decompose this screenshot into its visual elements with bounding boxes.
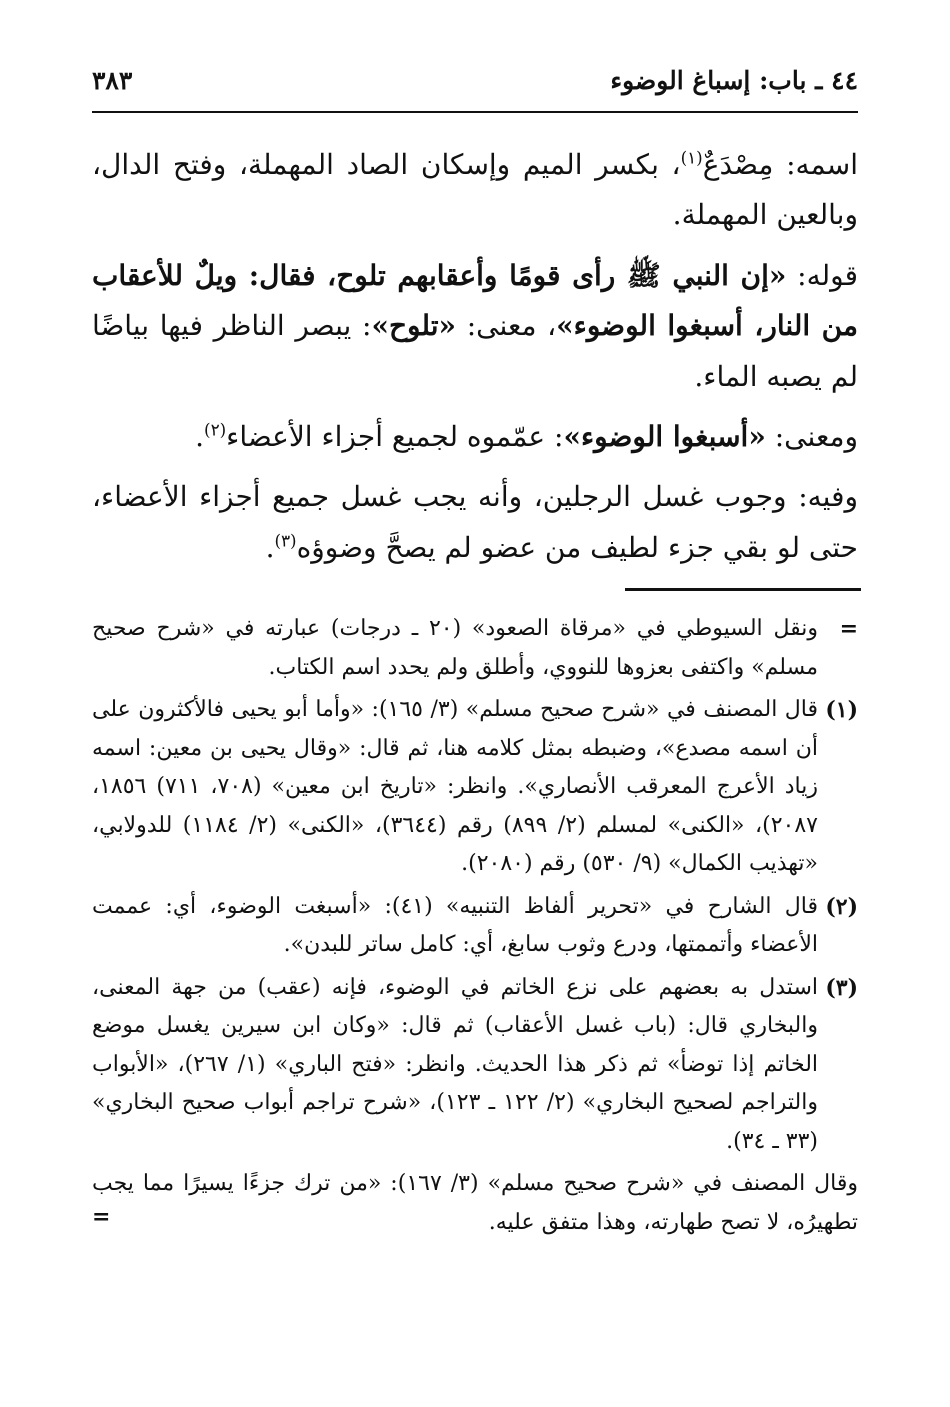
footnote-marker: (١) — [825, 697, 858, 723]
p1-text-a: اسمه: مِصْدَعٌ — [702, 148, 858, 181]
footnote-ref-1[interactable]: (١) — [680, 147, 703, 168]
main-text — [92, 140, 858, 583]
footnote-3-continued — [92, 1165, 858, 1242]
running-header — [92, 62, 858, 98]
footnote-marker: (٣) — [825, 974, 858, 1001]
footnote-text: قال المصنف في «شرح صحيح مسلم» (٣/ ١٦٥): «وأما أبو يحيى فالأكثرون على أن اسمه مصدع»، وضبطه بمثل كلامه هنا، ثم قال: «وقال يحيى بن معين: اسمه زياد الأعرج المعرقب الأنصاري». وانظر: «تاريخ ابن معين» (٧٠٨، ٧١١) ١٨٥٦، ٢٠٨٧)، «الكنى» لمسلم (٢/ ٨٩٩) رقم (٣٦٤٤)، «الكنى» (٢/ ١١٨٤) للدولابي، «تهذيب الكمال» (٩/ ٥٣٠) رقم (٢٠٨٠). — [92, 697, 819, 876]
term-talooh: «تلوح» — [371, 309, 457, 343]
footnote-text: قال الشارح في «تحرير ألفاظ التنبيه» (٤١): «أسبغت الوضوء، أي: عممت الأعضاء وأتممتها، ودرع وثوب سابغ، أي: كامل ساتر للبدن». — [92, 893, 818, 957]
footnote-1 — [92, 691, 858, 884]
paragraph-1 — [92, 140, 858, 241]
p1-text-b: ، بكسر الميم وإسكان الصاد المهملة، وفتح الدال، وبالعين المهملة. — [92, 148, 858, 232]
p4-text-b: . — [265, 530, 275, 564]
footnote-ref-3[interactable]: (٣) — [274, 530, 297, 551]
continuation-marker: = — [92, 1203, 111, 1230]
p3-text-c: : عمّموه لجميع أجزاء الأعضاء — [226, 419, 564, 453]
paragraph-2 — [92, 251, 858, 402]
p4-text-a: وفيه: وجوب غسل الرجلين، وأنه يجب غسل جميع أجزاء الأعضاء، حتى لو بقي جزء لطيف من عضو لم يصحَّ وضوؤه — [92, 480, 858, 564]
footnote-marker: = — [839, 616, 858, 642]
p2-text-c: ، معنى: — [456, 309, 557, 343]
footnote-ref-2[interactable]: (٢) — [204, 419, 227, 440]
p2-text-e: : يبصر الناظر فيها بياضًا لم يصبه الماء. — [92, 309, 858, 393]
footnote-text: ونقل السيوطي في «مرقاة الصعود» (٢٠ ـ درجات) عبارته في «شرح صحيح مسلم» واكتفى بعزوها للنووي، وأطلق ولم يحدد اسم الكتاب. — [92, 616, 818, 680]
footnote-3 — [92, 969, 858, 1162]
paragraph-4 — [92, 472, 858, 573]
page-number: ٣٨٣ — [92, 65, 133, 95]
p2-text-a: قوله: — [786, 258, 858, 292]
footnote-2 — [92, 888, 858, 965]
footnote-text: وقال المصنف في «شرح صحيح مسلم» (٣/ ١٦٧): «من ترك جزءًا يسيرًا مما يجب تطهيرُه، لا تصح طهارته، وهذا متفق عليه. — [92, 1171, 858, 1235]
header-divider — [92, 111, 858, 113]
footnote-continuation — [92, 610, 858, 687]
p3-text-d: . — [195, 419, 205, 453]
footnotes — [92, 610, 858, 1246]
p3-text-a: ومعنى: — [765, 419, 858, 453]
term-asbighu: «أسبغوا الوضوء» — [563, 419, 766, 453]
footnote-marker: (٢) — [825, 893, 858, 920]
chapter-title: ٤٤ ـ باب: إسباغ الوضوء — [610, 65, 858, 95]
footnote-divider — [625, 588, 861, 591]
paragraph-3 — [92, 412, 858, 462]
footnote-text: استدل به بعضهم على نزع الخاتم في الوضوء، فإنه (عقب) من جهة المعنى، والبخاري قال: (باب غسل الأعقاب) ثم قال: «وكان ابن سيرين يغسل موضع الخاتم إذا توضأ» ثم ذكر هذا الحديث. وانظر: «فتح الباري» (١/ ٢٦٧)، «الأبواب والتراجم لصحيح البخاري» (٢/ ١٢٢ ـ ١٢٣)، «شرح تراجم أبواب صحيح البخاري» (٣٣ ـ ٣٤). — [92, 974, 819, 1154]
hadith-quote: «إن النبي ﷺ رأى قومًا وأعقابهم تلوح، فقال: ويلٌ للأعقاب من النار، أسبغوا الوضوء» — [92, 258, 858, 343]
